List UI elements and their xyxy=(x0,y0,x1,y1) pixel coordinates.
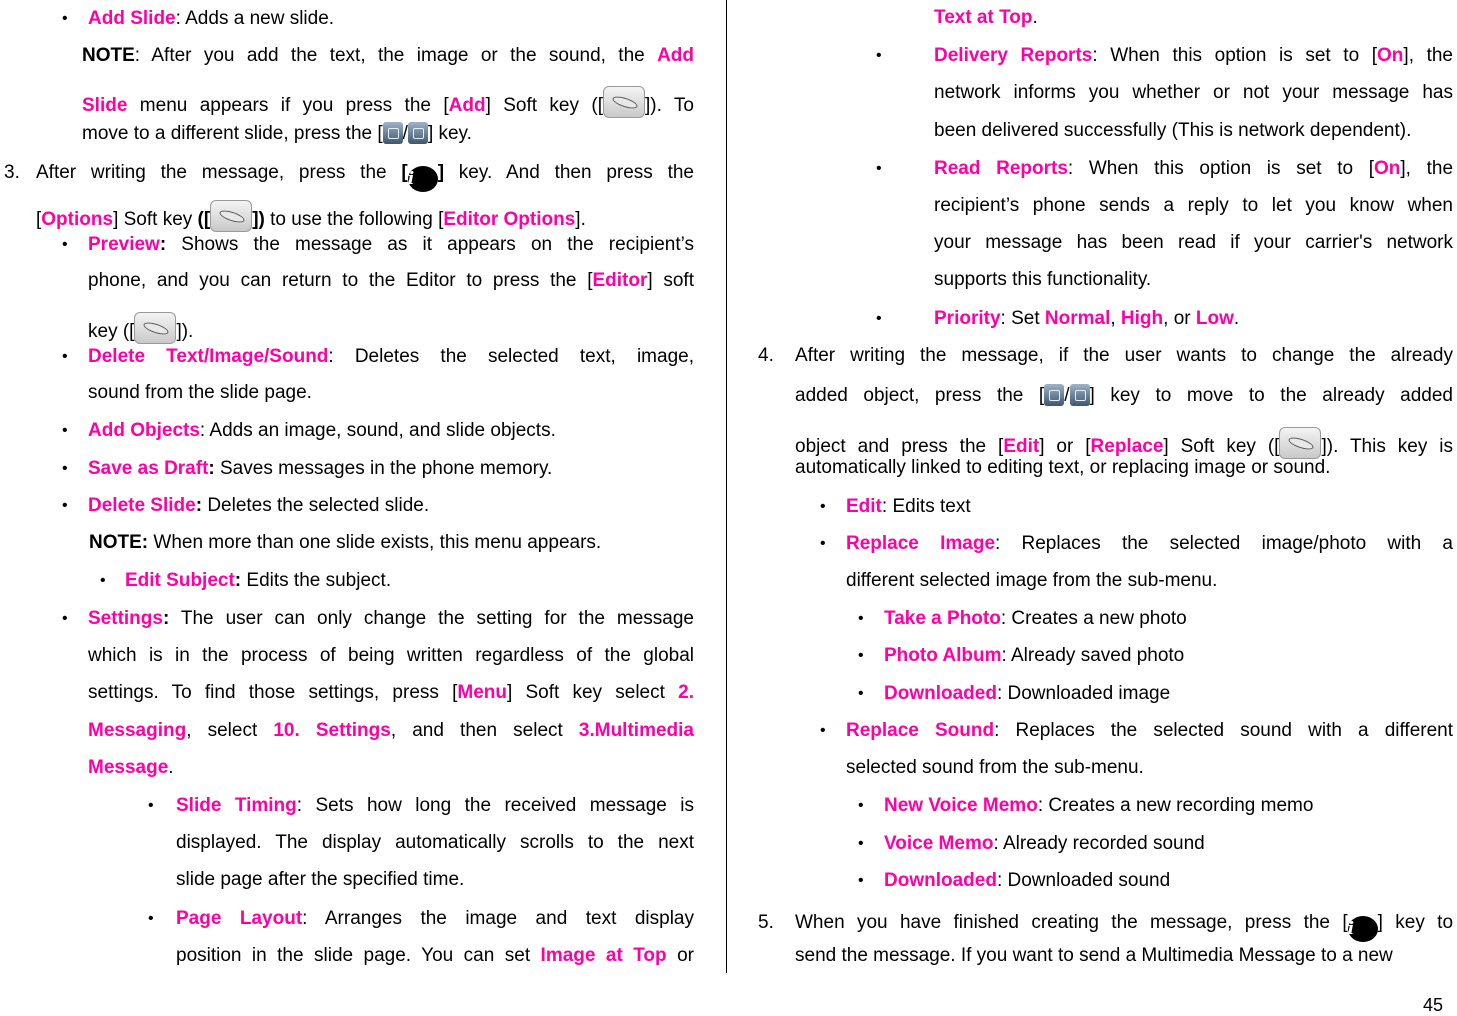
delete-slide-item: Delete Slide: Deletes the selected slide. xyxy=(88,495,430,516)
step-number: 5. xyxy=(758,912,774,933)
edit-subject-item: Edit Subject: Edits the subject. xyxy=(125,570,392,591)
note1-line1: NOTE: After you add the text, the image or the sound, the Add xyxy=(82,45,694,66)
slide-timing-line3: slide page after the specified time. xyxy=(176,869,465,890)
delivery-line3: been delivered successfully (This is network dependent). xyxy=(934,120,1412,141)
ok-key-icon: i xyxy=(408,166,438,192)
bullet: • xyxy=(62,348,68,365)
step4-line2: added object, press the [ / ] key to move to the already added xyxy=(795,385,1453,406)
replace-sound-line1: Replace Sound: Replaces the selected sound with a different xyxy=(846,720,1453,741)
bullet: • xyxy=(858,797,864,814)
bullet: • xyxy=(62,460,68,477)
step5-line2: send the message. If you want to send a Multimedia Message to a new xyxy=(795,945,1393,966)
soft-key-icon xyxy=(134,312,176,344)
new-voice-memo-item: New Voice Memo: Creates a new recording memo xyxy=(884,795,1314,816)
text-at-top: Text at Top. xyxy=(934,7,1038,28)
step3-line1: After writing the message, press the [i ] key. And then press the xyxy=(36,162,694,192)
ok-key-icon: i xyxy=(1348,916,1378,942)
bullet: • xyxy=(148,797,154,814)
bullet: • xyxy=(858,647,864,664)
preview-line1: Preview: Shows the message as it appears on the recipient’s xyxy=(88,234,694,255)
bullet: • xyxy=(148,910,154,927)
delete-text-line1: Delete Text/Image/Sound: Deletes the selected text, image, xyxy=(88,346,694,367)
add-objects-item: Add Objects: Adds an image, sound, and slide objects. xyxy=(88,420,556,441)
take-photo-item: Take a Photo: Creates a new photo xyxy=(884,608,1187,629)
note1-line2: Slide menu appears if you press the [Add] Soft key ([ ]). To xyxy=(82,86,694,118)
bullet: • xyxy=(62,610,68,627)
photo-album-item: Photo Album: Already saved photo xyxy=(884,645,1185,666)
step4-line4: automatically linked to editing text, or replacing image or sound. xyxy=(795,457,1331,478)
bullet: • xyxy=(858,610,864,627)
read-line1: Read Reports: When this option is set to [On], the xyxy=(934,158,1454,179)
bullet: • xyxy=(100,572,106,589)
slide-timing-line1: Slide Timing: Sets how long the received message is xyxy=(176,795,694,816)
bullet: • xyxy=(858,685,864,702)
bullet: • xyxy=(876,310,882,327)
preview-line3: key ([ ]). xyxy=(88,312,193,344)
bullet: • xyxy=(62,497,68,514)
replace-sound-line2: selected sound from the sub-menu. xyxy=(846,757,1144,778)
downloaded-sound-item: Downloaded: Downloaded sound xyxy=(884,870,1171,891)
page-layout-line1: Page Layout: Arranges the image and text display xyxy=(176,908,694,929)
page-layout-line2: position in the slide page. You can set Image at Top or xyxy=(176,945,694,966)
delivery-line2: network informs you whether or not your message has xyxy=(934,82,1453,103)
add-slide-item: Add Slide: Adds a new slide. xyxy=(88,8,335,29)
step4-line3: object and press the [Edit] or [Replace] Soft key ([ ]). This key is xyxy=(795,427,1453,459)
downloaded-image-item: Downloaded: Downloaded image xyxy=(884,683,1171,704)
nav-up-key-icon xyxy=(383,122,403,144)
soft-key-icon xyxy=(603,86,645,118)
settings-line2: which is in the process of being written regardless of the global xyxy=(88,645,694,666)
step4-line1: After writing the message, if the user wants to change the already xyxy=(795,345,1453,366)
bullet: • xyxy=(62,236,68,253)
read-line2: recipient’s phone sends a reply to let you know when xyxy=(934,195,1453,216)
bullet: • xyxy=(876,160,882,177)
note2: NOTE: When more than one slide exists, this menu appears. xyxy=(89,532,602,553)
save-draft-item: Save as Draft: Saves messages in the phone memory. xyxy=(88,458,553,479)
nav-down-key-icon xyxy=(408,122,428,144)
soft-key-icon xyxy=(210,200,252,232)
bullet: • xyxy=(858,872,864,889)
bullet: • xyxy=(820,498,826,515)
delete-text-line2: sound from the slide page. xyxy=(88,382,312,403)
page-number: 45 xyxy=(1422,995,1443,1015)
delivery-line1: Delivery Reports: When this option is set to [On], the xyxy=(934,45,1453,66)
settings-line3: settings. To find those settings, press [Menu] Soft key select 2. xyxy=(88,682,694,703)
bullet: • xyxy=(820,535,826,552)
bullet: • xyxy=(62,10,68,27)
nav-up-key-icon xyxy=(1044,384,1064,406)
step3-line2: [Options] Soft key ([ ]) to use the following [Editor Options]. xyxy=(36,200,586,232)
replace-image-line1: Replace Image: Replaces the selected image/photo with a xyxy=(846,533,1453,554)
step5-line1: When you have finished creating the message, press the [i ] key to xyxy=(795,912,1453,942)
bullet: • xyxy=(820,722,826,739)
note1-line3: move to a different slide, press the [ / ] key. xyxy=(82,123,472,144)
read-line4: supports this functionality. xyxy=(934,269,1152,290)
step-number: 3. xyxy=(4,162,20,183)
read-line3: your message has been read if your carrier's network xyxy=(934,232,1453,253)
step-number: 4. xyxy=(758,345,774,366)
edit-item: Edit: Edits text xyxy=(846,496,971,517)
soft-key-icon xyxy=(1279,427,1321,459)
bullet: • xyxy=(876,47,882,64)
replace-image-line2: different selected image from the sub-menu. xyxy=(846,570,1218,591)
settings-line5: Message. xyxy=(88,757,174,778)
preview-line2: phone, and you can return to the Editor to press the [Editor] soft xyxy=(88,270,694,291)
settings-line1: Settings: The user can only change the setting for the message xyxy=(88,608,694,629)
settings-line4: Messaging, select 10. Settings, and then select 3.Multimedia xyxy=(88,720,694,741)
bullet: • xyxy=(62,422,68,439)
slide-timing-line2: displayed. The display automatically scrolls to the next xyxy=(176,832,694,853)
voice-memo-item: Voice Memo: Already recorded sound xyxy=(884,833,1205,854)
bullet: • xyxy=(858,835,864,852)
priority-item: Priority: Set Normal, High, or Low. xyxy=(934,308,1240,329)
nav-down-key-icon xyxy=(1070,384,1090,406)
column-divider xyxy=(726,0,727,973)
